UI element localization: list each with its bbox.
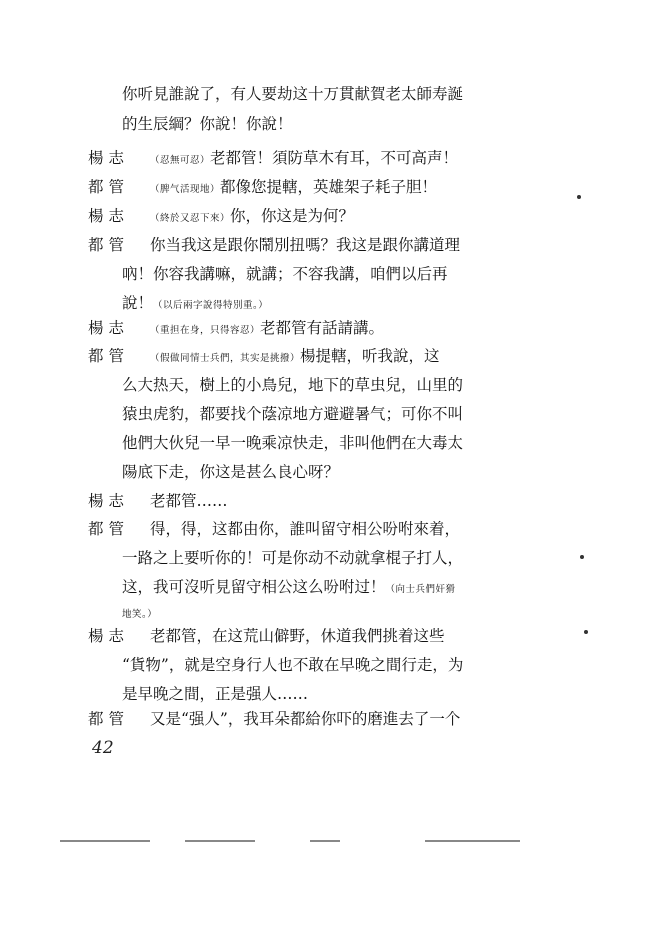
speech-text: 你当我这是跟你鬧別扭嗎？我这是跟你講道理 [150, 236, 461, 254]
speech-text: 一路之上要听你的！可是你动不动就拿棍子打人， [122, 549, 464, 567]
scan-artifact [577, 195, 581, 199]
speech-text: 都像您提轄，英雄架子耗子胆！ [220, 178, 438, 196]
speech-text: 这，我可沒听見留守相公这么吩咐过！ [122, 578, 386, 596]
speaker-label: 楊 志 [88, 492, 124, 510]
speaker-label: 楊 志 [88, 319, 124, 337]
scan-artifact [580, 555, 584, 559]
speech-text: 你，你这是为何？ [230, 207, 355, 225]
speaker-label: 楊 志 [88, 627, 124, 645]
speech-text: 猿虫虎豹，都要找个蔭凉地方避避暑气；可你不叫 [122, 405, 464, 423]
speaker-label: 都 管 [88, 178, 124, 196]
speech-text: 老都管…… [150, 492, 228, 510]
speech-text: 吶！你容我講嘛，就講；不容我講，咱們以后再 [122, 265, 448, 283]
stage-direction: （假做同情士兵們，其实是挑撥） [150, 353, 301, 364]
speaker-label: 都 管 [88, 347, 124, 365]
speaker-label: 楊 志 [88, 207, 124, 225]
stage-direction: （終於又忍下來） [150, 213, 231, 224]
stage-direction: 地笑。） [122, 609, 158, 620]
scan-artifact [185, 840, 255, 842]
speaker-label: 都 管 [88, 236, 124, 254]
opening-line-2: 的生辰綱？你說！你說！ [122, 115, 293, 133]
speech-text: 老都管！須防草木有耳，不可高声！ [210, 149, 459, 167]
stage-direction: （重担在身，只得容忍） [150, 325, 261, 336]
speech-text: 楊提轄，听我說，这 [300, 347, 440, 365]
stage-direction: （向士兵們奸猾 [385, 584, 456, 595]
stage-direction: （以后兩字說得特別重。） [153, 300, 269, 311]
speech-text: 么大热天，樹上的小鳥兒，地下的草虫兒，山里的 [122, 376, 464, 394]
speech-text: 老都管有話請講。 [260, 319, 385, 337]
speaker-label: 都 管 [88, 520, 124, 538]
speech-text: 又是“强人”，我耳朵都給你吓的磨進去了一个 [150, 710, 461, 728]
speaker-label: 楊 志 [88, 149, 124, 167]
speech-text: 說！ [122, 294, 154, 312]
speech-text: 他們大伙兒一早一晚乘凉快走，非叫他們在大毒太 [122, 434, 464, 452]
stage-direction: （脾气活现地） [150, 184, 221, 195]
stage-direction: （忍無可忍） [150, 155, 211, 166]
scan-artifact [60, 840, 150, 842]
scan-artifact [584, 630, 588, 634]
speech-text: 是早晚之間，正是强人…… [122, 685, 309, 703]
scan-artifact [425, 840, 520, 842]
opening-line-1: 你听見誰說了，有人要劫这十万貫献賀老太師寿誕 [122, 85, 464, 103]
speech-text: “貨物”，就是空身行人也不敢在早晚之間行走，为 [122, 656, 464, 674]
page-number: 42 [92, 738, 114, 758]
speech-text: 得，得，这都由你，誰叫留守相公吩咐來着， [150, 520, 461, 538]
speech-text: 老都管，在这荒山僻野，休道我們挑着这些 [150, 627, 445, 645]
speaker-label: 都 管 [88, 710, 124, 728]
speech-text: 陽底下走，你这是甚么良心呀？ [122, 463, 340, 481]
scan-artifact [310, 840, 340, 842]
